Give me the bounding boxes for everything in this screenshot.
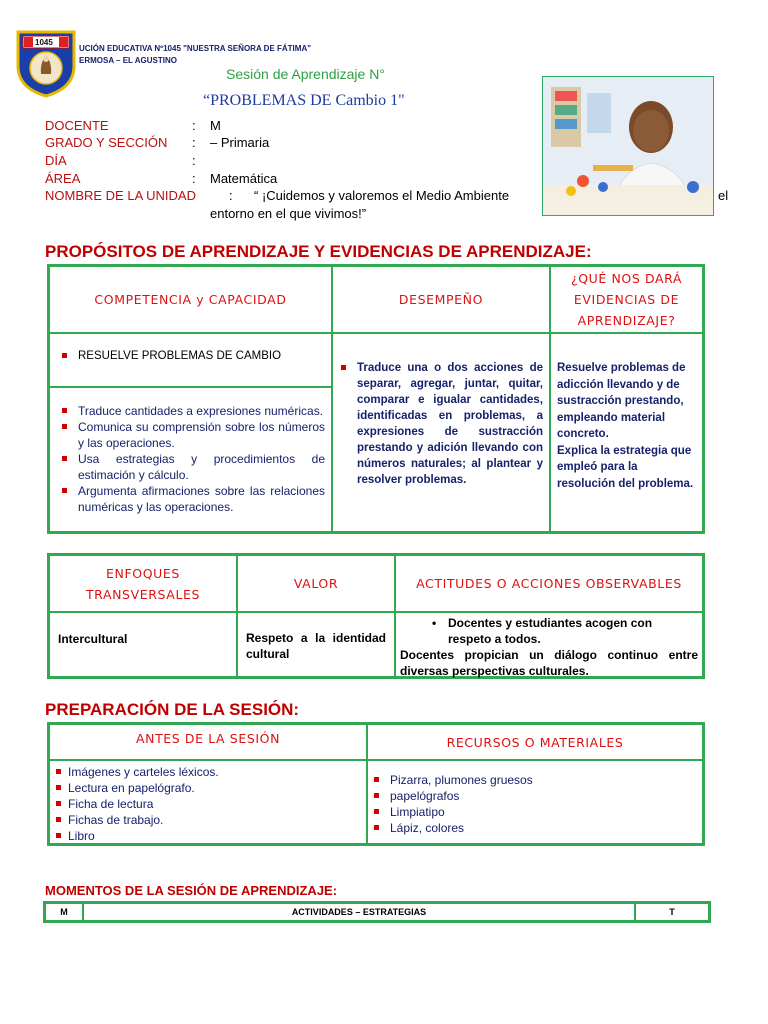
- bullet-dot-icon: •: [432, 616, 437, 630]
- logo-number: 1045: [35, 38, 53, 47]
- antes-cell: [49, 760, 367, 844]
- grado-value: – Primaria: [210, 135, 270, 150]
- school-name-line1: UCIÓN EDUCATIVA Nº1045 "NUESTRA SEÑORA DE FÁTIMA": [79, 44, 312, 53]
- competencia-item: RESUELVE PROBLEMAS DE CAMBIO: [56, 348, 325, 364]
- actitud-text: Docentes propician un diálogo continuo entre diversas perspectivas culturales.: [400, 648, 698, 678]
- header-actividades: ACTIVIDADES – ESTRATEGIAS: [83, 903, 635, 921]
- capacidad-item: Comunica su comprensión sobre los números y las operaciones.: [56, 419, 325, 451]
- enfoque-cell: [49, 612, 237, 677]
- unidad-label: NOMBRE DE LA UNIDAD: [45, 188, 196, 203]
- header-evidencias: ¿QUÉ NOS DARÁ EVIDENCIAS DE APRENDIZAJE?: [550, 266, 703, 333]
- header-antes: ANTES DE LA SESIÓN: [49, 724, 367, 760]
- competencia-cell: [49, 333, 332, 387]
- docente-label: DOCENTE: [45, 118, 109, 133]
- enfoque-text: Intercultural: [58, 632, 128, 646]
- header-t: T: [635, 903, 709, 921]
- header-competencia: COMPETENCIA y CAPACIDAD: [49, 266, 332, 333]
- antes-item: Imágenes y carteles léxicos.: [50, 764, 366, 780]
- capacidad-item: Usa estrategias y procedimientos de estimación y cálculo.: [56, 451, 325, 483]
- capacidades-cell: [49, 387, 332, 532]
- evidencias-cell: [550, 333, 703, 532]
- antes-item: Fichas de trabajo.: [50, 812, 366, 828]
- recurso-item: papelógrafos: [368, 788, 702, 804]
- school-name-line2: ERMOSA – EL AGUSTINO: [79, 56, 177, 65]
- antes-item: Lectura en papelógrafo.: [50, 780, 366, 796]
- desempeno-text: Traduce una o dos acciones de separar, agregar, juntar, quitar, comparar e igualar cantidades, identificadas en problemas, a expresiones de sustracción prestando y adición llevando con números naturales; al plantear y resolver problemas.: [335, 360, 543, 488]
- capacidad-item: Argumenta afirmaciones sobre las relaciones numéricas y las operaciones.: [56, 483, 325, 515]
- recursos-cell: [367, 760, 703, 844]
- recurso-item: Lápiz, colores: [368, 820, 702, 836]
- moments-heading: MOMENTOS DE LA SESIÓN DE APRENDIZAJE:: [45, 883, 338, 898]
- preparation-heading: PREPARACIÓN DE LA SESIÓN:: [45, 700, 300, 719]
- header-enfoques: ENFOQUES TRANSVERSALES: [49, 555, 237, 612]
- purposes-table: [47, 264, 705, 534]
- school-logo: [14, 26, 78, 98]
- purposes-heading: PROPÓSITOS DE APRENDIZAJE Y EVIDENCIAS DE APRENDIZAJE:: [45, 242, 592, 261]
- actitud-bullet-text: Docentes y estudiantes acogen con respeto a todos.: [448, 616, 653, 646]
- antes-item: Ficha de lectura: [50, 796, 366, 812]
- unidad-value-tail: el: [718, 188, 729, 203]
- dia-label: DÍA: [45, 153, 67, 168]
- dia-colon: :: [192, 153, 196, 168]
- recurso-item: Limpiatipo: [368, 804, 702, 820]
- docente-colon: :: [192, 118, 196, 133]
- area-value: Matemática: [210, 171, 278, 186]
- student-photo: [542, 76, 714, 216]
- antes-item: Libro: [50, 828, 366, 844]
- evidencias-text: Resuelve problemas de adicción llevando y de sustracción prestando, empleando material concreto. Explica la estrategia que empleó para la resolución del problema.: [557, 362, 694, 490]
- header-valor: VALOR: [237, 555, 395, 612]
- desempeno-cell: [332, 333, 550, 532]
- enfoques-table: [47, 553, 705, 679]
- preparation-table: [47, 722, 705, 846]
- actitudes-cell: [395, 612, 703, 677]
- header-recursos: RECURSOS O MATERIALES: [367, 724, 703, 760]
- area-colon: :: [192, 171, 196, 186]
- unidad-colon: :: [229, 188, 233, 203]
- area-label: ÁREA: [45, 171, 81, 186]
- unidad-value-line1: “ ¡Cuidemos y valoremos el Medio Ambiente: [254, 188, 510, 203]
- capacidad-item: Traduce cantidades a expresiones numéricas.: [56, 403, 325, 419]
- recurso-item: Pizarra, plumones gruesos: [368, 772, 702, 788]
- valor-text: Respeto a la identidad cultural: [246, 631, 386, 661]
- moments-table: [43, 901, 711, 923]
- valor-cell: [237, 612, 395, 677]
- header-desempeno: DESEMPEÑO: [332, 266, 550, 333]
- unidad-value-line2: entorno en el que vivimos!”: [210, 206, 367, 221]
- header-m: M: [45, 903, 83, 921]
- problem-title: “PROBLEMAS DE Cambio 1": [203, 92, 405, 109]
- grado-label: GRADO Y SECCIÓN: [45, 135, 168, 150]
- header-actitudes: ACTITUDES O ACCIONES OBSERVABLES: [395, 555, 703, 612]
- docente-value: M: [210, 118, 221, 133]
- grado-colon: :: [192, 135, 196, 150]
- session-title: Sesión de Aprendizaje N°: [226, 66, 385, 82]
